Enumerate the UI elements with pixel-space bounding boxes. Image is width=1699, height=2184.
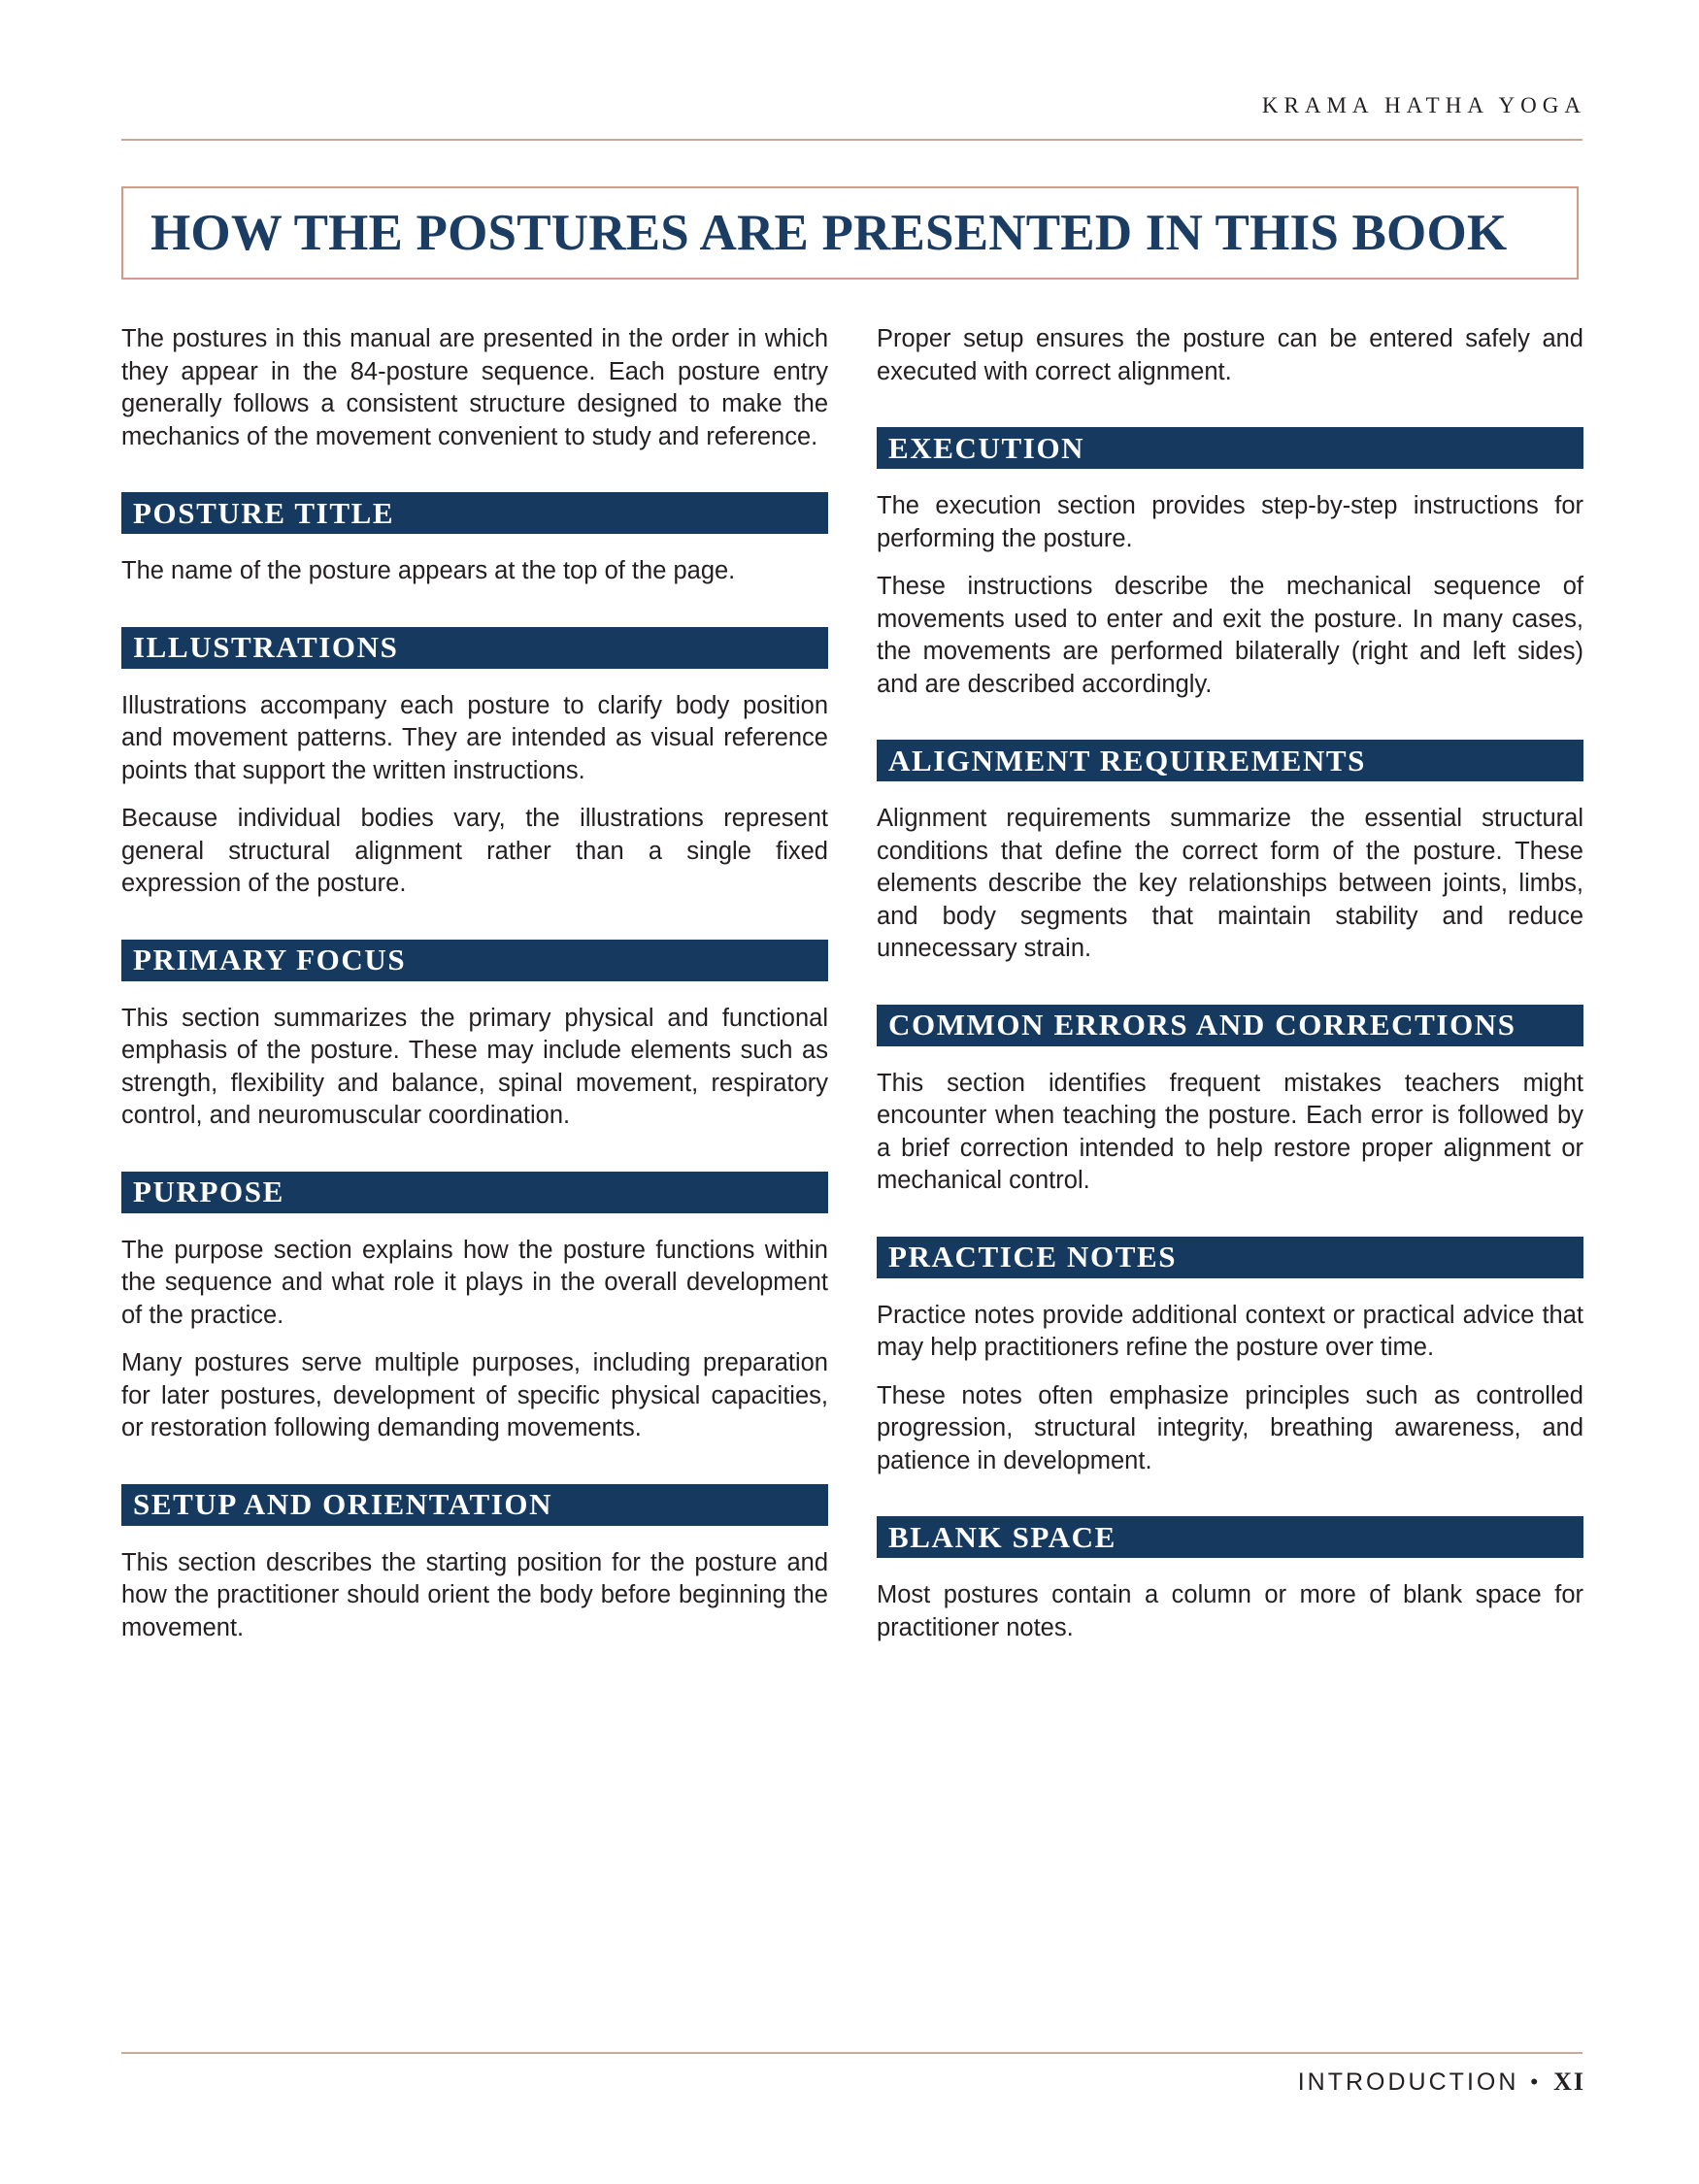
section-paragraph: This section identifies frequent mistakes teachers might encounter when teaching the posture. Each error is followed by a brief correction intended to help restore proper alignment or mechanical control. — [877, 1069, 1583, 1194]
section-paragraph: Illustrations accompany each posture to clarify body position and movement patterns. They are intended as visual reference points that support the written instructions. — [121, 691, 828, 784]
section-paragraph: The purpose section explains how the posture functions within the sequence and what role it plays in the overall development of the practice. — [121, 1236, 828, 1329]
title-box — [121, 186, 1579, 280]
running-head: KRAMA HATHA YOGA — [1261, 93, 1586, 117]
bullet-separator: • — [1530, 2069, 1539, 2094]
left-column — [121, 323, 828, 1644]
section-paragraph: These notes often emphasize principles such as controlled progression, structural integrity, breathing awareness, and patience in development. — [877, 1381, 1583, 1474]
section-heading-primary-focus: PRIMARY FOCUS — [121, 940, 828, 981]
section-paragraph: Alignment requirements summarize the essential structural conditions that define the correct form of the posture. These elements describe the key relationships between joints, limbs, and body segments that maintain stability and reduce unnecessary strain. — [877, 805, 1583, 962]
header-rule — [121, 139, 1582, 141]
section-paragraph: The name of the posture appears at the top of the page. — [121, 557, 736, 584]
section-heading-common-errors: COMMON ERRORS AND CORRECTIONS — [877, 1005, 1583, 1046]
page-title: HOW THE POSTURES ARE PRESENTED IN THIS BOOK — [150, 205, 1508, 261]
right-column — [877, 323, 1583, 1644]
section-paragraph: These instructions describe the mechanical sequence of movements used to enter and exit the posture. In many cases, the movements are performed bilaterally (right and left sides) and are described accordingly. — [877, 573, 1583, 698]
section-paragraph: Because individual bodies vary, the illustrations represent general structural alignment rather than a single fixed expression of the posture. — [121, 805, 828, 897]
section-heading-purpose: PURPOSE — [121, 1172, 828, 1213]
footer-section-label: INTRODUCTION — [1297, 2068, 1519, 2096]
section-heading-execution: EXECUTION — [877, 427, 1583, 469]
section-heading-blank-space: BLANK SPACE — [877, 1516, 1583, 1558]
intro-paragraph: The postures in this manual are presented in the order in which they appear in the 84-posture sequence. Each posture entry generally follows a consistent structure designed to make the mechanics of the movement convenient to study and reference. — [121, 325, 828, 450]
section-paragraph: Practice notes provide additional context or practical advice that may help practitioners refine the posture over time. — [877, 1301, 1583, 1361]
section-paragraph: This section describes the starting position for the posture and how the practitioner should orient the body before beginning the movement. — [121, 1548, 828, 1641]
section-paragraph: Most postures contain a column or more of blank space for practitioner notes. — [877, 1581, 1583, 1641]
section-paragraph: The execution section provides step-by-step instructions for performing the posture. — [877, 492, 1583, 552]
section-paragraph: Many postures serve multiple purposes, including preparation for later postures, development of specific physical capacities, or restoration following demanding movements. — [121, 1349, 828, 1441]
section-heading-alignment-requirements: ALIGNMENT REQUIREMENTS — [877, 740, 1583, 781]
section-heading-practice-notes: PRACTICE NOTES — [877, 1237, 1583, 1278]
intro-paragraph: Proper setup ensures the posture can be entered safely and executed with correct alignment. — [877, 325, 1583, 385]
footer-rule — [121, 2052, 1582, 2054]
section-paragraph: This section summarizes the primary physical and functional emphasis of the posture. These may include elements such as strength, flexibility and balance, spinal movement, respiratory control, and neuromuscular coordination. — [121, 1004, 828, 1129]
page-footer — [1298, 2068, 1585, 2097]
page-number: XI — [1553, 2068, 1585, 2096]
section-heading-illustrations: ILLUSTRATIONS — [121, 627, 828, 669]
section-heading-setup-and-orientation: SETUP AND ORIENTATION — [121, 1484, 828, 1526]
section-heading-posture-title: POSTURE TITLE — [121, 492, 828, 534]
